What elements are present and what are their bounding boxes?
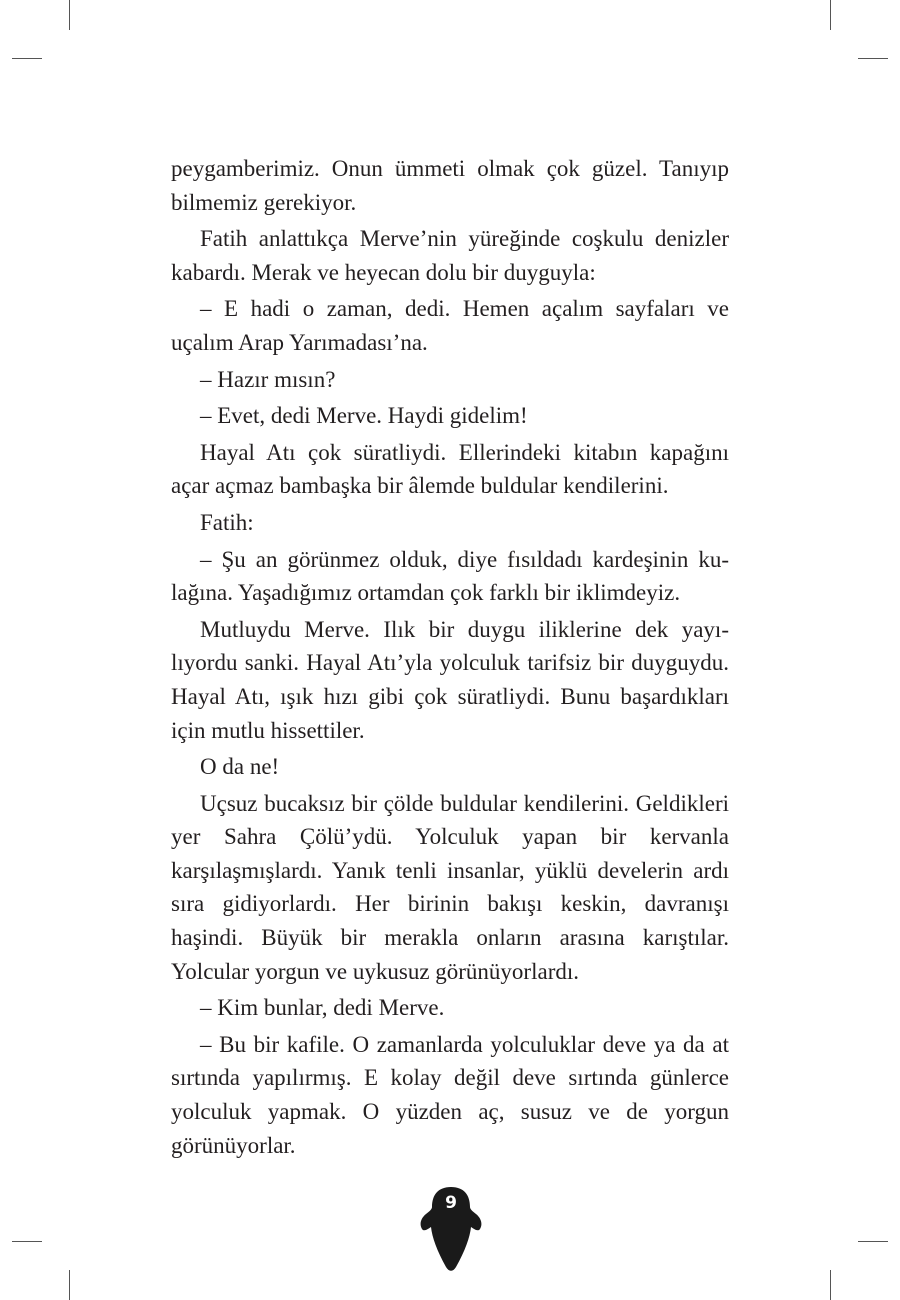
paragraph: Fatih:	[200, 509, 254, 535]
crop-mark-left-upper	[12, 58, 42, 59]
paragraph: Fatih anlattıkça Merve’nin yüreğinde coşkulu denizler kabardı. Merak ve heyecan dolu bir duyguyla:	[171, 226, 729, 285]
paragraph: Mutluydu Merve. Ilık bir duygu iliklerine dek yayılıyordu sanki. Hayal Atı’yla yolculuk tarifsiz bir duyguydu. Hayal Atı, ışık hızı gibi çok süratliydi. Bunu başardıkları için mutlu hissettiler.	[171, 616, 729, 743]
crop-mark-left-lower	[12, 1241, 42, 1242]
paragraph: Hayal Atı çok süratliydi. Ellerindeki kitabın kapağını açar açmaz bambaşka bir âlemde buldular kendilerini.	[171, 439, 729, 499]
page-number: 9	[445, 1193, 457, 1213]
paragraph: – Hazır mısın?	[200, 366, 336, 392]
crop-mark-right-lower	[858, 1241, 888, 1242]
paragraph: – Evet, dedi Merve. Haydi gidelim!	[200, 403, 528, 429]
page-body-text	[171, 152, 729, 1165]
crop-mark-right-upper	[858, 58, 888, 59]
crop-mark-bottom-left	[69, 1270, 70, 1300]
paragraph: – Şu an görünmez olduk, diye fısıldadı kardeşinin kulağına. Yaşadığımız ortamdan çok farklı bir iklimdeyiz.	[171, 546, 729, 606]
crop-mark-top-left	[69, 0, 70, 30]
page-number-ornament	[418, 1187, 484, 1273]
paragraph: – E hadi o zaman, dedi. Hemen açalım sayfaları ve uçalım Arap Yarımadası’na.	[171, 296, 729, 355]
paragraph: O da ne!	[200, 754, 280, 780]
paragraph: – Bu bir kafile. O zamanlarda yolculuklar deve ya da at sırtında yapılırmış. E kolay değil deve sırtında günlerce yolculuk yapmak. O yüzden aç, susuz ve de yorgun görünüyorlar.	[171, 1031, 729, 1158]
paragraph: Uçsuz bucaksız bir çölde buldular kendilerini. Geldikleri yer Sahra Çölü’ydü. Yolculuk yapan bir kervanla karşılaşmışlardı. Yanık tenli insanlar, yüklü develerin ardı sıra gidiyorlardı. Her birinin bakışı keskin, davranışı haşindi. Büyük bir merakla onların arasına karıştılar. Yolcular yorgun ve uykusuz görünüyorlardı.	[171, 790, 729, 984]
paragraph: peygamberimiz. Onun ümmeti olmak çok güzel. Tanıyıp bilmemiz gerekiyor.	[171, 156, 729, 215]
paragraph: – Kim bunlar, dedi Merve.	[200, 995, 445, 1021]
crop-mark-bottom-right	[830, 1270, 831, 1300]
crop-mark-top-right	[830, 0, 831, 30]
